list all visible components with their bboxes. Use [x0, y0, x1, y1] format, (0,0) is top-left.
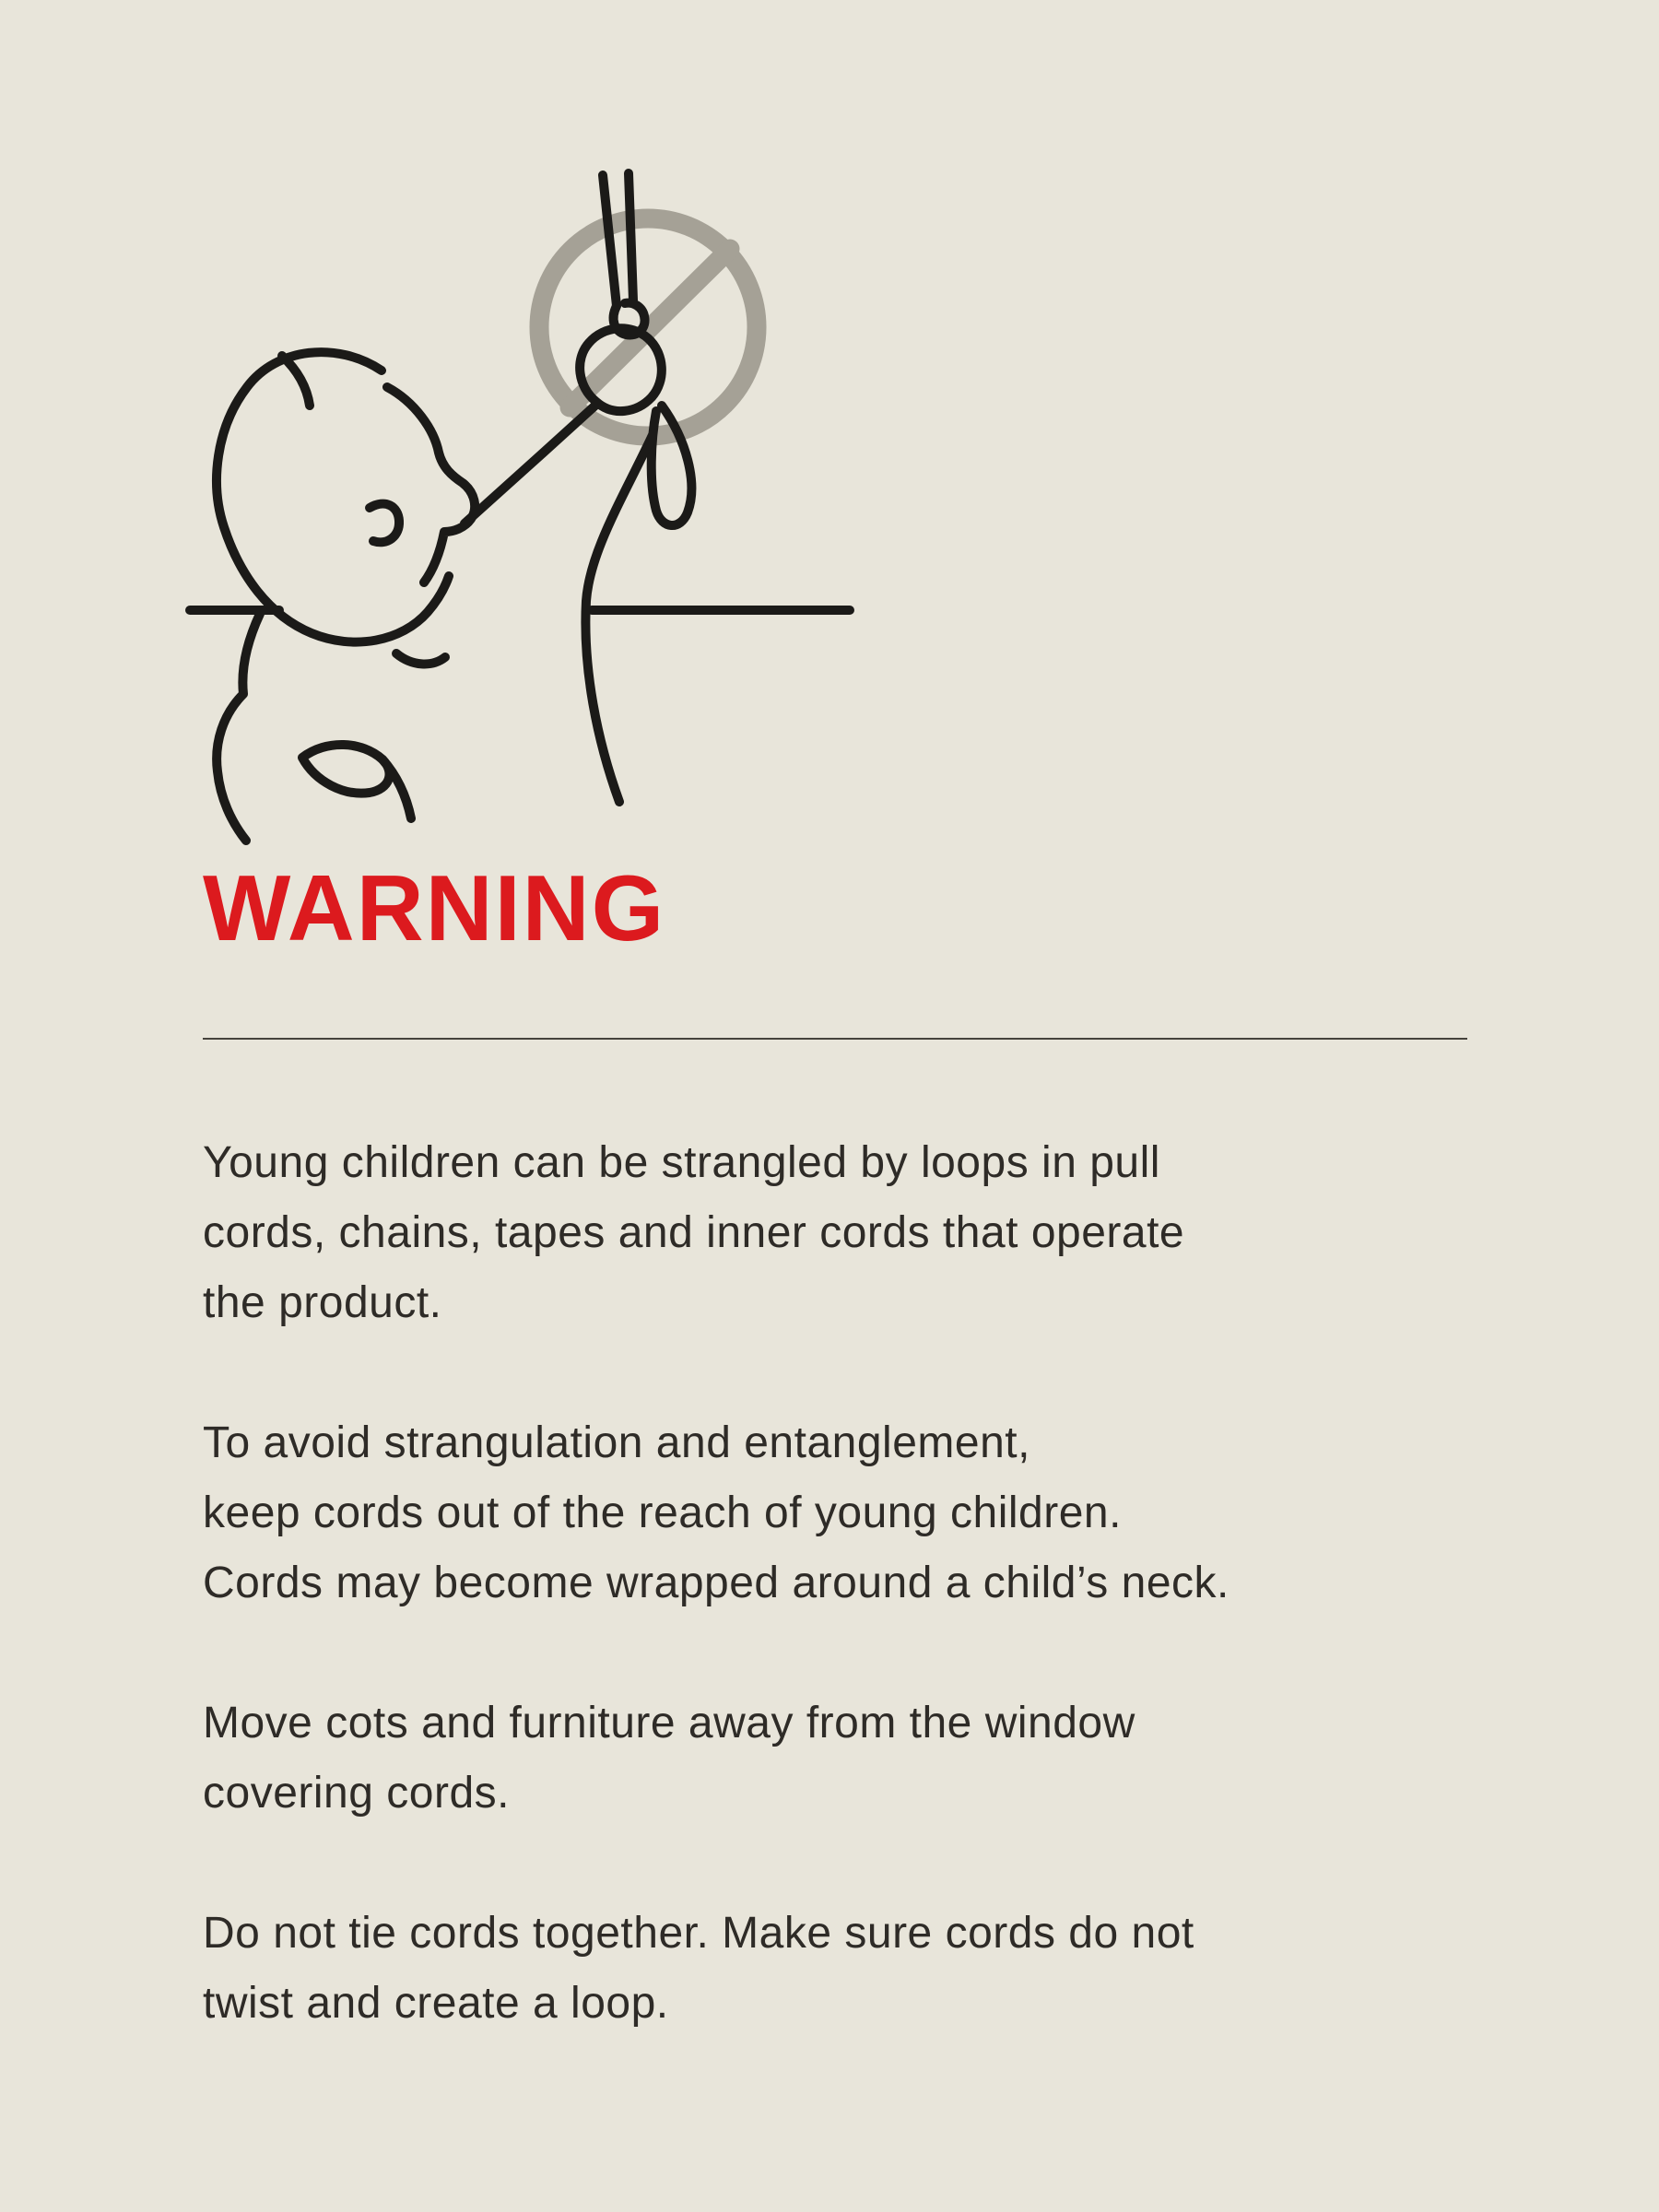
- warning-illustration: [120, 111, 866, 894]
- paragraph-move-cots: Move cots and furniture away from the window covering cords.: [203, 1699, 1135, 1818]
- page-title: WARNING: [203, 857, 666, 960]
- paragraph-do-not-tie: Do not tie cords together. Make sure cords do not twist and create a loop.: [203, 1909, 1194, 2028]
- paragraph-avoid-strangulation: To avoid strangulation and entanglement, keep cords out of the reach of young children. Cords may become wrapped around a child’s neck.: [203, 1418, 1230, 1607]
- divider-line: [203, 1038, 1467, 1040]
- paragraph-strangle-hazard: Young children can be strangled by loops in pull cords, chains, tapes and inner cords that operate the product.: [203, 1138, 1185, 1327]
- warning-text-block: [203, 1128, 1512, 2109]
- baby-figure: [217, 328, 662, 841]
